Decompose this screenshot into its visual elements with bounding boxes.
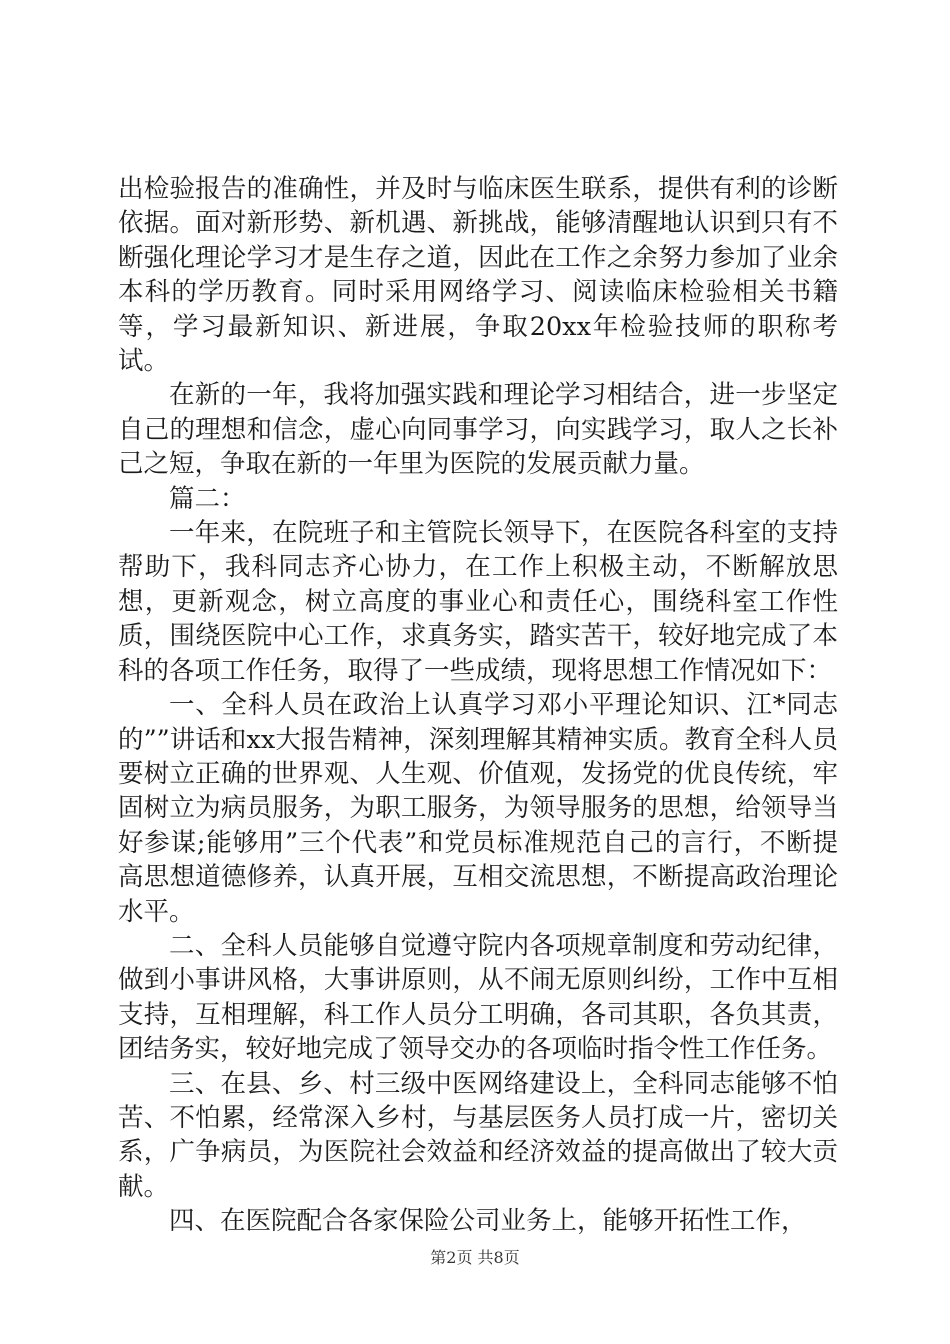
paragraph-3: 一年来，在院班子和主管院长领导下，在医院各科室的支持帮助下，我科同志齐心协力，在工作上积极主动，不断解放思想，更新观念，树立高度的事业心和责任心，围绕科室工作性质，围绕医院中心工作，求真务实，踏实苦干，较好地完成了本科的各项工作任务，取得了一些成绩，现将思想工作情况如下： (118, 518, 838, 686)
section-heading: 篇二： (169, 483, 246, 514)
paragraph-5: 二、全科人员能够自觉遵守院内各项规章制度和劳动纪律，做到小事讲风格，大事讲原则，从不闹无原则纠纷，工作中互相支持，互相理解，科工作人员分工明确，各司其职，各负其责，团结务实，较好地完成了领导交办的各项临时指令性工作任务。 (118, 930, 838, 1065)
document-body (118, 172, 838, 1239)
paragraph-4: 一、全科人员在政治上认真学习邓小平理论知识、江*同志的””讲话和xx大报告精神，深刻理解其精神实质。教育全科人员要树立正确的世界观、人生观、价值观，发扬党的优良传统，牢固树立为病员服务，为职工服务，为领导服务的思想，给领导当好参谋;能够用”三个代表”和党员标准规范自己的言行，不断提高思想道德修养，认真开展，互相交流思想，不断提高政治理论水平。 (118, 690, 838, 927)
paragraph-1: 出检验报告的准确性，并及时与临床医生联系，提供有利的诊断依据。面对新形势、新机遇、新挑战，能够清醒地认识到只有不断强化理论学习才是生存之道，因此在工作之余努力参加了业余本科的学历教育。同时采用网络学习、阅读临床检验相关书籍等，学习最新知识、新进展，争取20xx年检验技师的职称考试。 (118, 174, 838, 377)
paragraph-7: 四、在医院配合各家保险公司业务上，能够开拓性工作， (169, 1206, 807, 1237)
paragraph-6: 三、在县、乡、村三级中医网络建设上，全科同志能够不怕苦、不怕累，经常深入乡村，与基层医务人员打成一片，密切关系，广争病员，为医院社会效益和经济效益的提高做出了较大贡献。 (118, 1068, 838, 1202)
paragraph-2: 在新的一年，我将加强实践和理论学习相结合，进一步坚定自己的理想和信念，虚心向同事学习，向实践学习，取人之长补己之短，争取在新的一年里为医院的发展贡献力量。 (118, 380, 838, 480)
page-footer: 第2页 共8页 (430, 1248, 520, 1267)
